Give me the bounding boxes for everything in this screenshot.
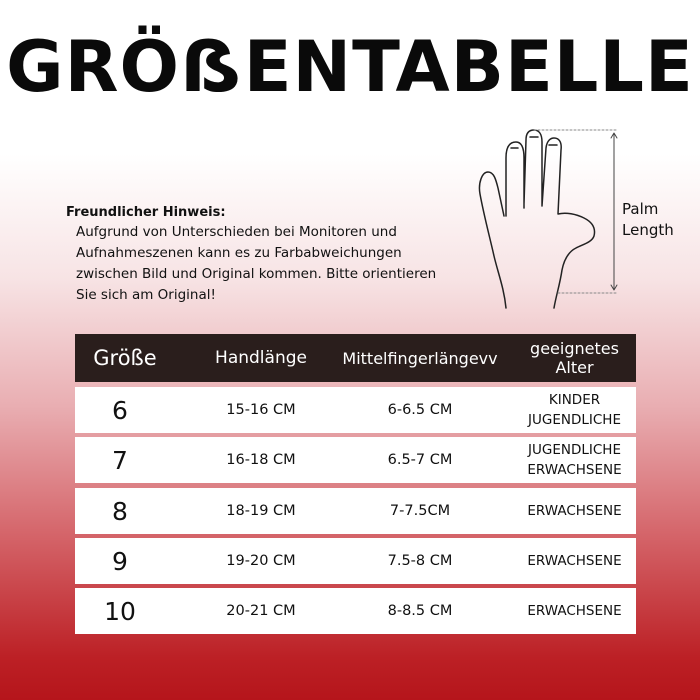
header-finger-length: Mittelfingerlängevv [342, 348, 498, 368]
size-cell: 6 [112, 395, 128, 425]
hint-box [66, 204, 466, 306]
age-cell [513, 387, 636, 433]
hand-length-cell: 18-19 CM [226, 503, 296, 519]
hint-line: Aufgrund von Unterschieden bei Monitoren und [76, 224, 397, 240]
palm-label-line: Palm [622, 200, 659, 218]
age-cell [513, 538, 636, 584]
size-cell: 7 [112, 445, 128, 475]
age-line: JUGENDLICHE [528, 412, 621, 428]
finger-length-cell: 7-7.5CM [389, 503, 451, 519]
header-size: Größe [93, 345, 157, 370]
header-hand-length: Handlänge [215, 347, 307, 368]
size-cell: 9 [112, 546, 128, 576]
hand-length-cell: 20-21 CM [226, 603, 296, 619]
age-line: ERWACHSENE [527, 603, 622, 619]
table-header [75, 334, 636, 382]
age-line: JUGENDLICHE [528, 442, 621, 458]
age-cell [513, 437, 636, 483]
age-cell [513, 588, 636, 634]
hand-length-cell: 15-16 CM [226, 402, 296, 418]
size-cell: 10 [104, 596, 136, 626]
table-row [75, 588, 636, 634]
table-row [75, 538, 636, 584]
hint-line: Aufnahmeszenen kann es zu Farbabweichungen [76, 245, 402, 261]
finger-length-cell: 8-8.5 CM [387, 603, 453, 619]
finger-length-cell: 6.5-7 CM [387, 452, 453, 468]
hand-length-cell: 16-18 CM [226, 452, 296, 468]
table-row [75, 387, 636, 433]
age-line: ERWACHSENE [527, 462, 622, 478]
age-line: KINDER [548, 392, 601, 408]
table-row [75, 437, 636, 483]
finger-length-cell: 6-6.5 CM [387, 402, 453, 418]
size-cell: 8 [112, 496, 128, 526]
palm-length-label [622, 199, 674, 241]
table-row [75, 488, 636, 534]
age-cell [513, 488, 636, 534]
hint-heading: Freundlicher Hinweis: [66, 205, 226, 220]
hint-line: Sie sich am Original! [76, 287, 216, 303]
age-line: ERWACHSENE [527, 553, 622, 569]
hand-length-cell: 19-20 CM [226, 553, 296, 569]
age-line: ERWACHSENE [527, 503, 622, 519]
palm-label-line: Length [622, 221, 674, 239]
finger-length-cell: 7.5-8 CM [387, 553, 453, 569]
hint-line: zwischen Bild und Original kommen. Bitte orientieren [76, 266, 437, 282]
header-age: geeignetes Alter [530, 339, 619, 377]
page-title: GRÖẞENTABELLE [6, 26, 694, 108]
